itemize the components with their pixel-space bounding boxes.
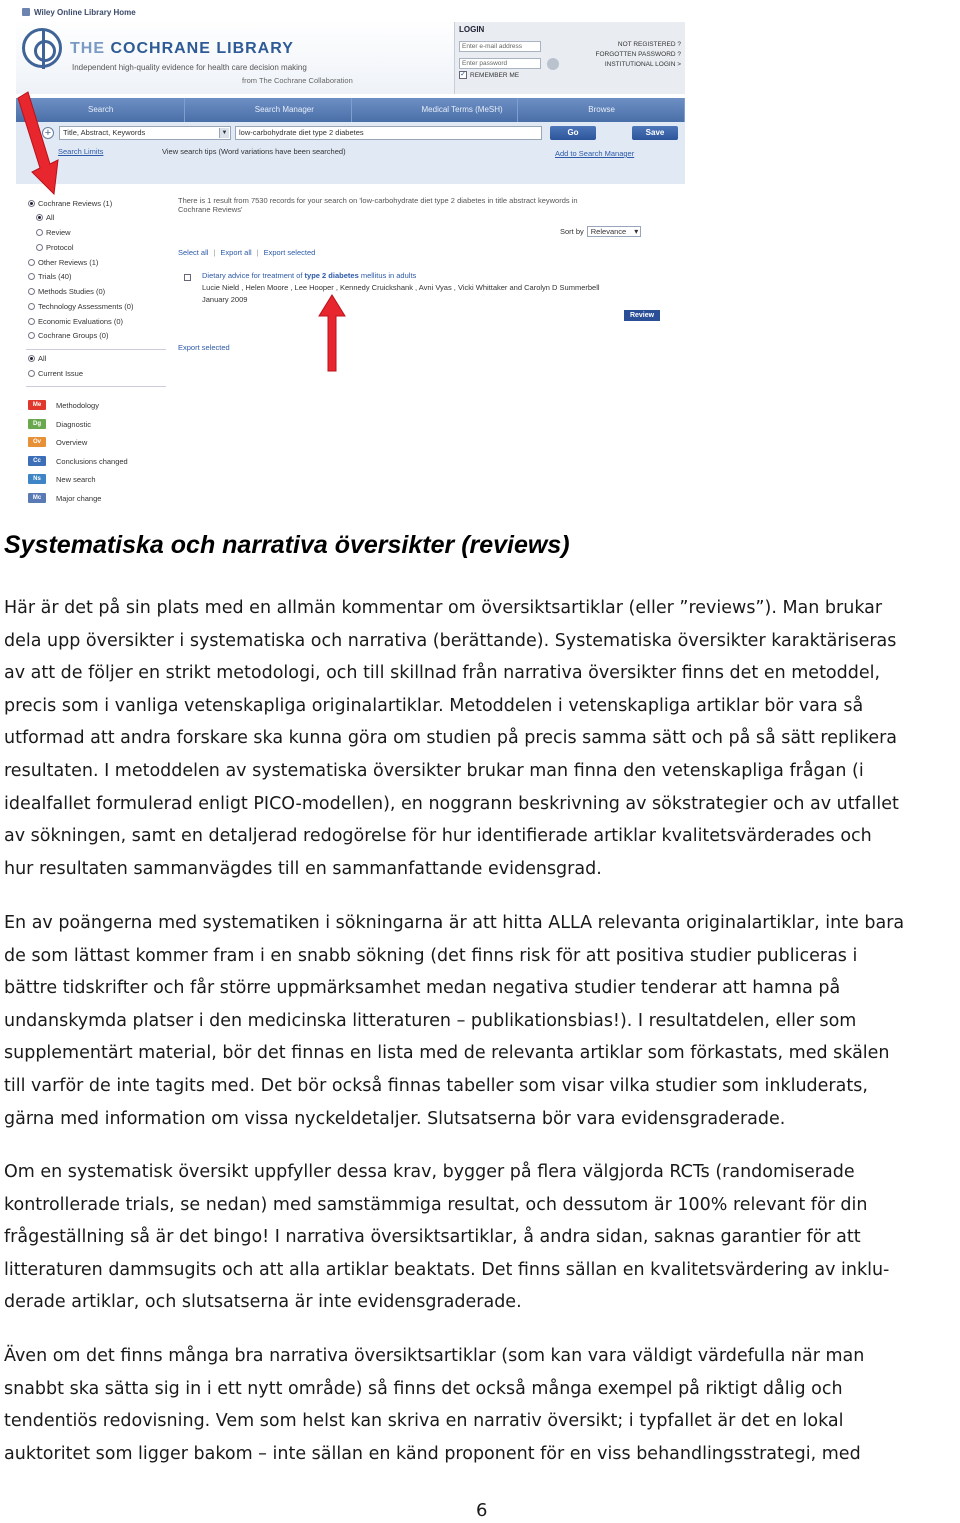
login-label: LOGIN [459, 25, 485, 34]
text-line: till varför de inte tagits med. Det bör också finnas tabeller som visar vilka studier som inkluderats, [4, 1075, 868, 1096]
paragraph-4 [4, 1340, 960, 1470]
radio-icon [28, 273, 35, 280]
radio-icon [28, 332, 35, 339]
text-line: av sökningen, samt en detaljerad redogörelse för hur identifierade artiklar kvalitetsvärderades och [4, 826, 872, 847]
legend-methodology: Me Methodology [28, 400, 99, 410]
radio-icon [28, 200, 35, 207]
nav-tabs [16, 98, 685, 122]
text-line: Här är det på sin plats med en allmän kommentar om översiktsartiklar (eller ”reviews”). Man brukar [4, 598, 883, 618]
institutional-login-link[interactable]: INSTITUTIONAL LOGIN > [604, 61, 681, 68]
text-line: frågeställning så är det bingo! I narrativa översiktsartiklar, å andra sidan, saknas garantier för att [4, 1227, 861, 1248]
select-all-link[interactable]: Select all [178, 248, 209, 257]
text-line: gärna med information om vissa nyckeldetaljer. Slutsatserna bör vara evidensgraderade. [4, 1108, 786, 1129]
filter-technology-assessments[interactable]: Technology Assessments (0) [28, 302, 133, 311]
text-line: utformad att andra forskare ska kunna göra om studien på precis samma sätt och på så sätt replikera [4, 728, 898, 749]
paragraph-2 [4, 907, 960, 1135]
radio-icon [36, 229, 43, 236]
legend-badge: Mc [28, 493, 46, 503]
sort-by [560, 226, 641, 237]
page-number: 6 [476, 1500, 488, 1521]
legend-new-search: Ns New search [28, 474, 96, 484]
password-field[interactable]: Enter password [459, 58, 541, 69]
remember-checkbox[interactable]: ✓ [460, 71, 466, 78]
text-line: dela upp översikter i systematiska och narrativa (berättande). Systematiska översikter karaktäriseras [4, 630, 897, 651]
legend-badge: Cc [28, 456, 46, 466]
filter-protocol[interactable]: Protocol [36, 243, 74, 252]
search-input[interactable]: low-carbohydrate diet type 2 diabetes [235, 126, 542, 140]
text-line: litteraturen dammsugits och att alla artiklar beaktats. Det finns sällan en kvalitetsvärdering av inklu- [4, 1259, 890, 1280]
review-badge-button[interactable]: Review [624, 310, 660, 321]
text-line: hur resultaten sammanvägdes till en sammanfattande evidensgrad. [4, 858, 602, 879]
legend-badge: Dg [28, 419, 46, 429]
search-limits-link[interactable]: Search Limits [58, 147, 104, 156]
paragraph-3 [4, 1156, 960, 1319]
text-line: av att de följer en strikt metodologi, och till skillnad från narrativa översikter finns det en metoddel, [4, 663, 881, 684]
tab-search[interactable]: Search [16, 98, 185, 122]
result-info-line: Cochrane Reviews' [178, 205, 243, 214]
text-line: auktoritet som ligger bakom – inte sällan en känd proponent för en viss behandlingsstrategi, med [4, 1443, 861, 1464]
result-date: January 2009 [202, 295, 248, 304]
filter-cochrane-groups[interactable]: Cochrane Groups (0) [28, 331, 108, 340]
sort-select[interactable]: Relevance ▾ [587, 226, 641, 237]
filter-all[interactable]: All [36, 213, 54, 222]
filter-methods-studies[interactable]: Methods Studies (0) [28, 287, 105, 296]
divider [26, 386, 166, 387]
go-button[interactable]: Go [550, 126, 596, 140]
text-line: snabbt ska sätta sig in i ett nytt område) så finns det också många exempel på riktigt dålig och [4, 1378, 843, 1399]
sort-label: Sort by [560, 227, 584, 236]
search-tips[interactable]: View search tips (Word variations have been searched) [162, 147, 346, 156]
legend-conclusions-changed: Cc Conclusions changed [28, 456, 128, 466]
divider [26, 349, 166, 350]
cochrane-tagline: Independent high-quality evidence for health care decision making [72, 63, 307, 72]
radio-icon [28, 318, 35, 325]
separator: | [213, 248, 216, 257]
cochrane-logo-icon [22, 28, 62, 68]
paragraph-1 [4, 592, 960, 885]
text-line: supplementärt material, bör det finnas en lista med de relevanta artiklar som förkastats, med skälen [4, 1043, 890, 1064]
text-line: undanskymda platser i den medicinska litteraturen – publikationsbias!). I resultatdelen, eller som [4, 1010, 857, 1031]
export-all-link[interactable]: Export all [220, 248, 252, 257]
text-line: Även om det finns många bra narrativa översiktsartiklar (som kan vara väldigt värdefulla när man [4, 1346, 865, 1366]
legend-badge: Ns [28, 474, 46, 484]
cochrane-from: from The Cochrane Collaboration [242, 76, 353, 85]
result-info [178, 196, 678, 214]
radio-icon [36, 244, 43, 251]
wiley-topbar [16, 4, 685, 20]
red-arrow-diagonal-icon [16, 90, 66, 200]
chevron-down-icon: ▼ [219, 128, 229, 138]
page-title: Systematiska och narrativa översikter (reviews) [4, 531, 570, 559]
tab-search-manager[interactable]: Search Manager [185, 98, 352, 122]
login-go-button[interactable] [547, 58, 559, 70]
text-line: En av poängerna med systematiken i sökningarna är att hitta ALLA relevanta originalartiklar, inte bara [4, 913, 905, 933]
text-line: bättre tidskrifter och får större uppmärksamhet medan negativa studier tenderar att hamna på [4, 978, 841, 999]
filter-trials[interactable]: Trials (40) [28, 272, 71, 281]
legend-badge: Ov [28, 437, 46, 447]
separator: | [256, 248, 259, 257]
export-selected-link[interactable]: Export selected [178, 343, 230, 352]
email-field[interactable]: Enter e-mail address [459, 41, 541, 52]
radio-icon [36, 214, 43, 221]
login-panel [454, 22, 685, 94]
date-filter-all[interactable]: All [28, 354, 46, 363]
result-title-link[interactable]: Dietary advice for treatment of type 2 diabetes mellitus in adults [202, 271, 417, 280]
cochrane-screenshot [16, 0, 685, 505]
export-selected-top-link[interactable]: Export selected [263, 248, 316, 257]
add-row-icon[interactable]: + [42, 127, 54, 139]
forgotten-password-link[interactable]: FORGOTTEN PASSWORD ? [595, 51, 681, 58]
filter-cochrane-reviews[interactable]: Cochrane Reviews (1) [28, 199, 112, 208]
wiley-home-link[interactable]: Wiley Online Library Home [34, 7, 136, 17]
text-line: kontrollerade trials, se nedan) med samstämmiga resultat, och dessutom är 100% relevant för din [4, 1194, 868, 1215]
legend-badge: Me [28, 400, 46, 410]
search-row [16, 122, 685, 184]
tab-medical-terms[interactable]: Medical Terms (MeSH) [352, 98, 519, 122]
result-info-line: There is 1 result from 7530 records for your search on 'low-carbohydrate diet type 2 diabetes in title abstract keywords in [178, 196, 578, 205]
text-line: resultaten. I metoddelen av systematiska översikter brukar man finna den vetenskapliga frågan (i [4, 760, 864, 781]
add-to-search-manager-link[interactable]: Add to Search Manager [555, 149, 635, 158]
text-line: de som lättast kommer fram i en snabb sökning (det finns risk för att positiva studier publiceras i [4, 945, 858, 966]
result-authors: Lucie Nield , Helen Moore , Lee Hooper , Kennedy Cruickshank , Avni Vyas , Vicki Whittaker and Carolyn D Summerbell [202, 283, 600, 292]
filter-other-reviews[interactable]: Other Reviews (1) [28, 258, 98, 267]
text-line: precis som i vanliga vetenskapliga originalartiklar. Metoddelen i vetenskapliga artiklar bör vara så [4, 695, 864, 716]
result-checkbox[interactable] [184, 274, 191, 281]
radio-icon [28, 355, 35, 362]
radio-icon [28, 303, 35, 310]
filter-review[interactable]: Review [36, 228, 71, 237]
radio-icon [28, 288, 35, 295]
text-line: idealfallet formulerad enligt PICO-modellen), en noggrann beskrivning av sökstrategier och av utfallet [4, 793, 899, 814]
filter-economic-evaluations[interactable]: Economic Evaluations (0) [28, 317, 123, 326]
radio-icon [28, 370, 35, 377]
text-line: derade artiklar, och slutsatserna är inte evidensgraderade. [4, 1292, 522, 1313]
cochrane-logo-title: THE COCHRANE LIBRARY [70, 40, 294, 57]
text-line: tendentiös redovisning. Vem som helst kan skriva en narrativ översikt; i typfallet är det en lokal [4, 1411, 844, 1432]
date-filter-current-issue[interactable]: Current Issue [28, 369, 83, 378]
wiley-icon [22, 8, 30, 16]
save-button[interactable]: Save [632, 126, 678, 140]
radio-icon [28, 259, 35, 266]
legend-diagnostic: Dg Diagnostic [28, 419, 91, 429]
select-actions [178, 248, 315, 257]
red-arrow-up-icon [318, 294, 346, 372]
text-line: Om en systematisk översikt uppfyller dessa krav, bygger på flera välgjorda RCTs (randomiserade [4, 1162, 855, 1182]
legend-overview: Ov Overview [28, 437, 87, 447]
tab-browse[interactable]: Browse [518, 98, 685, 122]
not-registered-link[interactable]: NOT REGISTERED ? [617, 41, 681, 48]
legend-major-change: Mc Major change [28, 493, 101, 503]
filter-panel [16, 184, 176, 505]
remember-me[interactable]: ✓ REMEMBER ME [460, 71, 520, 79]
results-panel [178, 184, 685, 505]
search-field-select[interactable]: Title, Abstract, Keywords ▼ [59, 126, 231, 140]
